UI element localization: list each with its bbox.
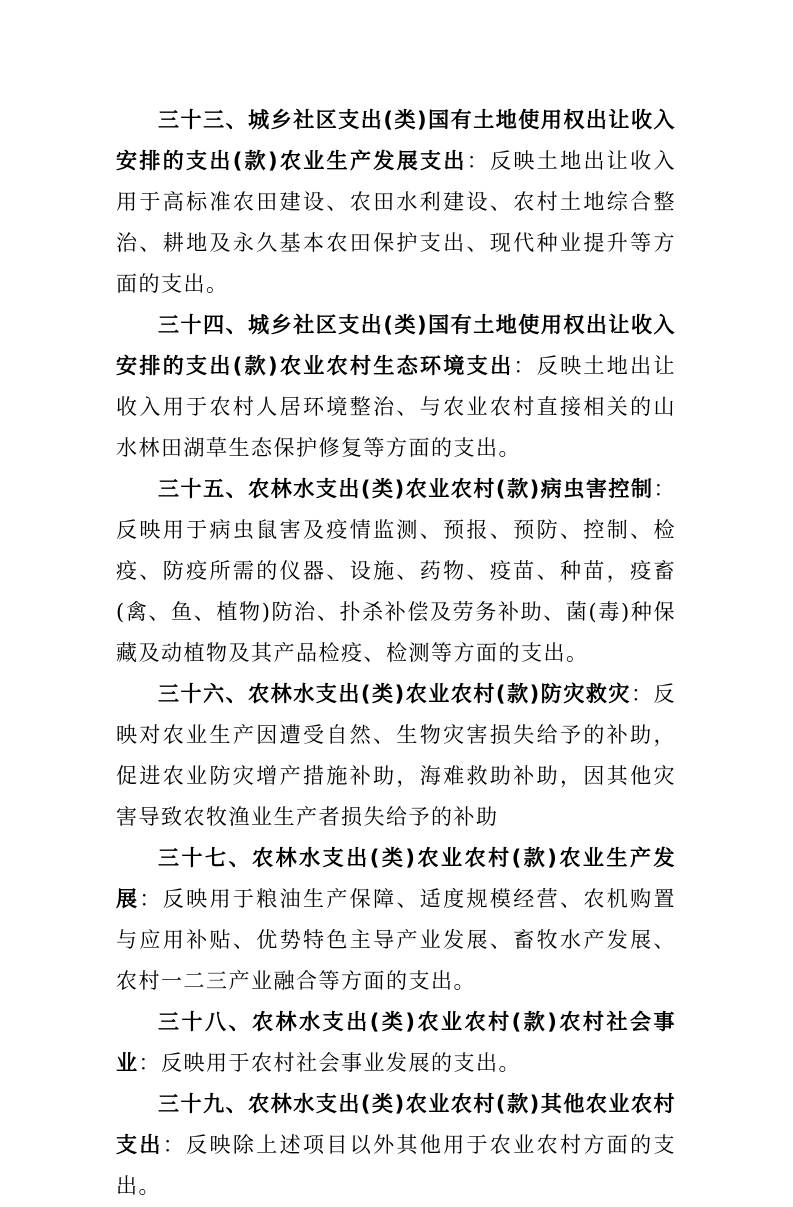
paragraph-heading: 三十八、农林水支出(类)农业农村(款)农村社会事业: [116, 1010, 676, 1075]
paragraph-34: [116, 305, 676, 469]
paragraph-text: ：反映土地出让收入用于高标准农田建设、农田水利建设、农村土地综合整治、耕地及永久基本农田保护支出、现代种业提升等方面的支出。: [116, 149, 676, 296]
paragraph-33: [116, 100, 676, 305]
paragraph-text: ：反映土地出让收入用于农村人居环境整治、与农业农村直接相关的山水林田湖草生态保护修复等方面的支出。: [116, 354, 676, 460]
paragraph-text: ：反映用于粮油生产保障、适度规模经营、农机购置与应用补贴、优势特色主导产业发展、畜牧水产发展、农村一二三产业融合等方面的支出。: [116, 887, 677, 993]
paragraph-text: ：反映用于病虫鼠害及疫情监测、预报、预防、控制、检疫、防疫所需的仪器、设施、药物、疫苗、种苗，疫畜(禽、鱼、植物)防治、扑杀补偿及劳务补助、菌(毒)种保藏及动植物及其产品检疫、检测等方面的支出。: [116, 477, 676, 665]
paragraph-heading: 三十三、城乡社区支出(类)国有土地使用权出让收入安排的支出(款)农业生产发展支出: [116, 108, 676, 173]
paragraph-heading: 三十五、农林水支出(类)农业农村(款)病虫害控制: [158, 477, 654, 501]
paragraph-heading: 三十七、农林水支出(类)农业农村(款)农业生产发展: [116, 846, 676, 911]
paragraph-heading: 三十九、农林水支出(类)农业农村(款)其他农业农村支出: [116, 1092, 676, 1157]
paragraph-heading: 三十四、城乡社区支出(类)国有土地使用权出让收入安排的支出(款)农业农村生态环境支出: [116, 313, 676, 378]
paragraph-36: [116, 674, 676, 838]
paragraph-38: [116, 1002, 676, 1084]
document-body: [116, 100, 676, 1207]
paragraph-text: ：反映除上述项目以外其他用于农业农村方面的支出。: [116, 1133, 677, 1198]
paragraph-35: [116, 469, 676, 674]
paragraph-heading: 三十六、农林水支出(类)农业农村(款)防灾救灾: [158, 682, 631, 706]
paragraph-37: [116, 838, 676, 1002]
paragraph-39: [116, 1084, 676, 1207]
paragraph-text: ：反映用于农村社会事业发展的支出。: [138, 1051, 521, 1075]
paragraph-text: ：反映对农业生产因遭受自然、生物灾害损失给予的补助，促进农业防灾增产措施补助，海难救助补助，因其他灾害导致农牧渔业生产者损失给予的补助: [116, 682, 676, 829]
